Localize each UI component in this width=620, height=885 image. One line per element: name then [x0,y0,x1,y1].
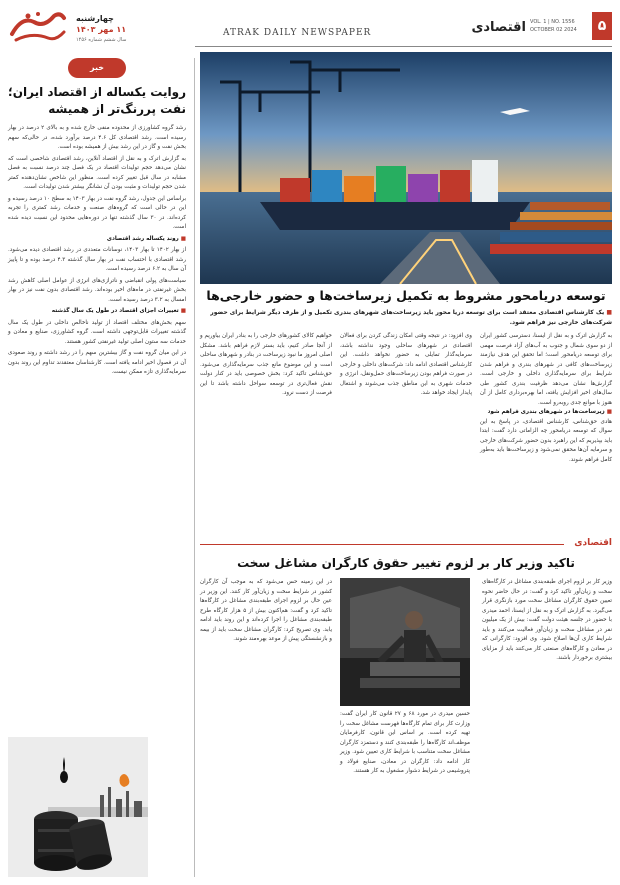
port-illustration [200,52,612,284]
paragraph: در این میان گروه نفت و گاز بیشترین سهم را در رشد داشته و روند صعودی آن در فصول اخیر ادامه یافته است. کارشناسان معتقدند تداوم این روند بدون سرمایه‌گذاری تازه ممکن نیست. [8,350,186,375]
paragraph: سهم بخش‌های مختلف اقتصاد از تولید ناخالص داخلی در طول یک سال گذشته تغییرات قابل‌توجهی داشته است. گروه کشاورزی، صنایع و معادن و خدمات سه ستون اصلی تولید غیرنفتی کشور هستند. [8,319,186,345]
section-label: اقتصادی [574,538,612,548]
news-tag: خبر [68,58,126,78]
left-body [8,124,186,380]
main-lead: ■ یک کارشناس اقتصادی معتقد است برای توسعه دریا محور باید زیرساخت‌های شهرهای بندری تکمیل و از طرف دیگر شرایط برای حضور شرکت‌های خارجی نیز فراهم شود. [200,308,612,328]
oil-barrels-illustration [8,737,148,877]
date-day: چهارشنبه [76,14,114,23]
masthead [8,8,612,50]
worker-illustration [340,578,470,706]
issue-line: سال ششم شماره ۱۴۵۶ [76,37,127,43]
date-line-en: OCTOBER 02 2024 [530,27,577,33]
page-number: ۵ [592,12,612,40]
main-article-body [200,332,612,532]
paragraph: به گزارش اترک و به نقل از اقتصاد آنلاین، رشد اقتصادی شاخصی است که نشان می‌دهد حجم تولیدات اقتصاد در یک فصل چند درصد نسبت به فصل مشابه در سال قبل تغییر کرده است. منظور این شاخص نشان‌دهنده کمتر شدن حجم تولیدات و مثبت بودن آن نشانگر بیشتر شدن تولیدات است. [8,155,186,190]
logo-block [8,8,183,50]
paragraph: هادی حق‌شناس، کارشناس اقتصادی، در پاسخ به این سوال که توسعه دریامحور چه الزاماتی دارد گفت: ابتدا باید بپذیریم که این راهبرد بدون حضور شرکت‌های خارجی و سرمایه آن‌ها محقق نمی‌شود و زیرساخت‌ها باید به‌طور کامل فراهم شوند. [480,418,612,463]
article-column-left: در این زمینه حس می‌شود که به موجب آن کارگران کشور در شرایط سخت و زیان‌آور کار کنند. این وزیر در عین حال بر لزوم اجرای طبقه‌بندی مشاغل در کارگاه‌ها تاکید کرد و گفت: هم‌اکنون بیش از ۵ هزار کارگاه طرح طبقه‌بندی مشاغل را اجرا کرده‌اند و این روند باید ادامه یابد. وی تصریح کرد: کارگران مشاغل سخت باید از بیمه و بازنشستگی پیش از موعد بهره‌مند شوند. [200,579,332,642]
paragraph: به گزارش اترک و به نقل از ایسنا، دسترسی کشور ایران از دو سوی شمال و جنوب به آب‌های آزاد فرصت مهمی برای توسعه دریامحور است؛ اما تحقق این هدف نیازمند زیرساخت‌های کافی در شهرهای بندری و فراهم شدن شرایط برای سرمایه‌گذاری داخلی و خارجی است. گزارش‌ها نشان می‌دهد ظرفیت بندری کشور طی سال‌های اخیر افزایش یافته، اما بهره‌برداری کامل از آن هنوز با موانع جدی روبه‌رو است. [480,333,612,406]
worker-photo[interactable] [340,578,470,706]
volume-line: VOL. 1 | NO. 1556 [530,19,575,25]
left-column [8,58,186,877]
paper-name: ATRAK DAILY NEWSPAPER [223,28,372,38]
masthead-rule [195,46,612,47]
article-column-right: وزیر کار بر لزوم اجرای طبقه‌بندی مشاغل در کارگاه‌های سخت و زیان‌آور تاکید کرد و گفت: در حال حاضر نحوه تعیین حقوق کارگران مشاغل سخت مورد بازنگری قرار می‌گیرد. به گزارش اترک و به نقل از ایسنا، احمد میدری با حضور در جلسه هیئت دولت گفت: بیش از یک میلیون نفر در مشاغل سخت و زیان‌آور فعالیت می‌کنند و باید شرایط کاری آن‌ها اصلاح شود. وی افزود: کارگرانی که در معادن و کارگاه‌های صنعتی کار می‌کنند باید از مزایای بیشتری برخوردار باشند. [482,579,612,661]
date-full: ۱۱ مهر ۱۴۰۳ [76,25,127,34]
paragraph: وی افزود: در نتیجه وقتی امکان زندگی کردن برای فعالان اقتصادی در شهرهای ساحلی وجود نداشته باشد، سرمایه‌گذار تمایلی به حضور نخواهد داشت. این کارشناس اقتصادی ادامه داد: شرکت‌های داخلی و خارجی در صورت فراهم بودن زیرساخت‌های حمل‌ونقل، انرژی و خدمات شهری به این مناطق جذب می‌شوند و اشتغال پایدار ایجاد خواهد شد. [340,333,472,396]
main-headline[interactable]: توسعه دریامحور مشروط به تکمیل زیرساخت‌ها و حضور خارجی‌ها [206,288,606,303]
paragraph: سیاست‌های پولی انقباضی و ناترازی‌های انرژی از عوامل اصلی کاهش رشد بخش غیرنفتی در ماه‌های اخیر بوده‌اند. رشد اقتصادی بدون نفت نیز در بهار امسال به ۳.۲ درصد رسیده است. [8,277,186,303]
section-rule [200,544,564,545]
left-headline[interactable]: روایت یکساله از اقتصاد ایران؛ نفت پررنگ‌تر از همیشه [7,85,186,116]
paragraph: از بهار ۱۴۰۲ تا بهار ۱۴۰۳، نوسانات متعددی در رشد اقتصادی دیده می‌شود. رشد اقتصادی با احتساب نفت در بهار سال گذشته ۴.۳ درصد بوده و تا پاییز آن سال به ۶.۲ درصد رسیده است. [8,247,186,272]
column-divider [194,58,195,877]
volume-info [530,18,588,34]
subheading: ■ زیرساخت‌ها در شهرهای بندری فراهم شود [480,408,612,418]
article-column-1 [480,332,612,532]
article-column-mid: حسین میدری در مورد ۶۸ و ۲۷ قانون کار ایران گفت: وزارت کار برای تمام کارگاه‌ها فهرست مشاغل سخت را تهیه کرده است. بر اساس این قانون، کارفرمایان موظف‌اند کارگاه‌ها را طبقه‌بندی کنند و دستمزد کارگران مشاغل سخت متناسب با شرایط کاری تعیین شود. وزیر کار ادامه داد: کارگران در معادن، صنایع فولاد و پتروشیمی در شرایط دشوار مشغول به کار هستند. [340,711,470,774]
second-article-body [200,578,612,877]
oil-barrels-photo[interactable] [8,737,148,877]
second-headline[interactable]: تاکید وزیر کار بر لزوم تغییر حقوق کارگران مشاغل سخت [237,556,575,570]
subheading: ■ تغییرات اجزای اقتصاد در طول یک سال گذشته [8,307,186,317]
paragraph: رشد گروه کشاورزی از محدوده منفی خارج شده و به بالای ۲ درصد در بهار رسیده است. رشد اقتصادی کل ۴.۶ درصد برآورد شده، در حالی‌که سهم بخش نفت و گاز در این رشد بیش از همیشه بوده است. [8,125,186,150]
port-photo[interactable] [200,52,612,284]
section-title: اقتصادی [471,20,526,35]
newspaper-logo[interactable] [8,10,68,46]
paragraph: براساس این جدول، رشد گروه نفت در بهار ۱۴۰۳ به سطح ۱۰ درصد رسیده و این در حالی است که گروه‌های صنعت و خدمات رشد کمتری را تجربه کرده‌اند. در ۳۰ سال گذشته تنها در دوره‌هایی محدود این نسبت دیده شده است. [8,195,187,230]
article-column-2 [340,332,472,532]
subheading: ■ روند یکساله رشد اقتصادی [8,235,186,245]
paragraph: خواهیم کالای کشورهای خارجی را به بنادر ایران بیاوریم و از آنجا صادر کنیم، باید بستر لازم فراهم باشد. مشکل اصلی امروز ما نبود زیرساخت در بنادر و شهرهای ساحلی است و این موضوع مانع جذب سرمایه‌گذاری می‌شود. حق‌شناس تاکید کرد: بخش خصوصی باید در کنار دولت نقش فعال‌تری در توسعه سواحل داشته باشد تا این فرصت از دست نرود. [200,333,332,396]
article-column-3 [200,332,332,532]
